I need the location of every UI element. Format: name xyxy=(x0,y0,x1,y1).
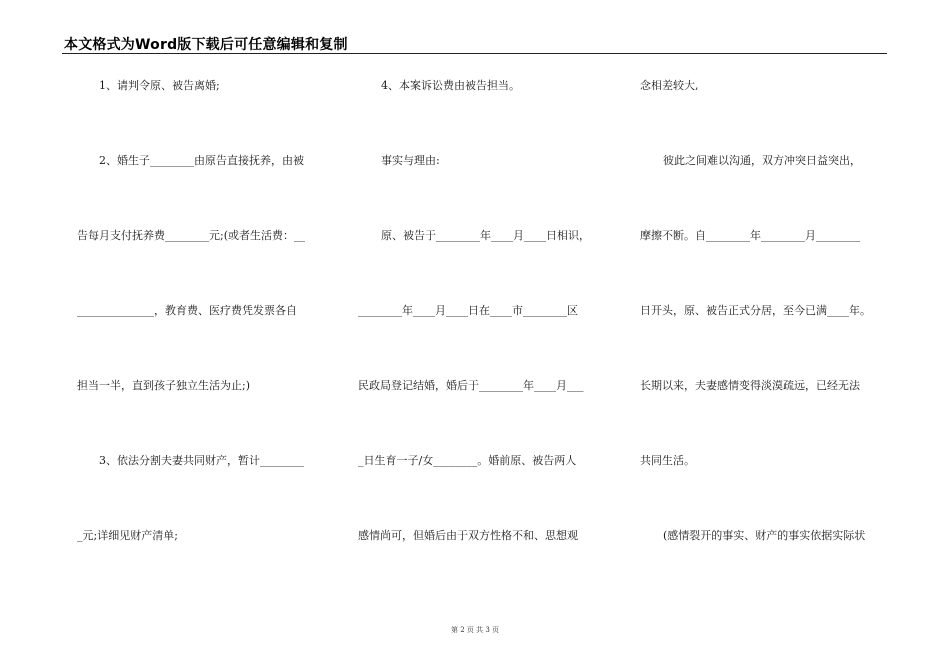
column-2-line: 民政局登记结婚，婚后于________年____月___ xyxy=(358,379,584,392)
column-3-line: 摩擦不断。自________年________月________ xyxy=(640,229,860,242)
column-1-line: 2、婚生子________由原告直接抚养，由被 xyxy=(99,154,304,167)
column-3-line: 长期以来，夫妻感情变得淡漠疏远，已经无法 xyxy=(640,379,860,392)
column-2-line: ________年____月____日在____市________区 xyxy=(358,304,578,317)
column-1-line: _元;详细见财产清单; xyxy=(77,529,178,542)
column-3-line: 日开头，原、被告正式分居，至今已满____年。 xyxy=(640,304,871,317)
column-1-line: 告每月支付抚养费________元;(或者生活费：__ xyxy=(77,229,305,242)
column-3-line: 念相差较大, xyxy=(640,79,699,92)
column-3-line: 共同生活。 xyxy=(640,454,695,467)
column-1-line: ______________，教育费、医疗费凭发票各自 xyxy=(77,304,297,317)
document-header-title: 本文格式为Word版下载后可任意编辑和复制 xyxy=(64,37,348,53)
column-2-line: 4、本案诉讼费由被告担当。 xyxy=(381,79,520,92)
page-number-footer: 第 2 页 共 3 页 xyxy=(450,626,500,634)
column-1-line: 3、依法分割夫妻共同财产，暂计________ xyxy=(99,454,304,467)
column-2-line: 感情尚可，但婚后由于双方性格不和、思想观 xyxy=(358,529,578,542)
column-3-line: 彼此之间难以沟通，双方冲突日益突出， xyxy=(663,154,861,167)
column-1-line: 1、请判令原、被告离婚; xyxy=(99,79,220,92)
column-2-line: 事实与理由: xyxy=(381,154,440,167)
column-1-line: 担当一半，直到孩子独立生活为止;) xyxy=(77,379,250,392)
column-3-line: (感情裂开的事实、财产的事实依据实际状 xyxy=(663,529,866,542)
header-divider xyxy=(62,53,887,54)
column-2-line: 原、被告于________年____月____日相识， xyxy=(381,229,590,242)
column-2-line: _日生育一子/女________。婚前原、被告两人 xyxy=(358,454,577,467)
